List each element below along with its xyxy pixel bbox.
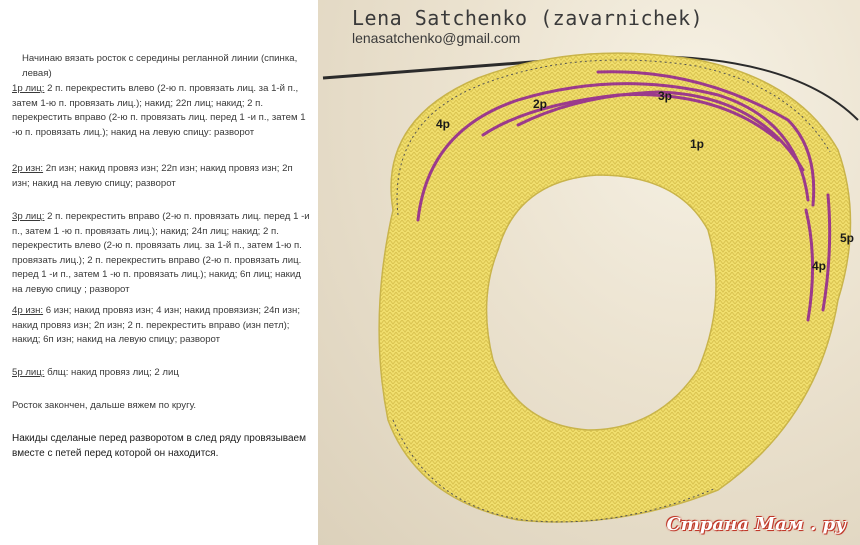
row-1-label: 1р лиц:: [12, 83, 45, 94]
row-5-instruction: [12, 366, 310, 381]
author-email: lenasatchenko@gmail.com: [352, 30, 521, 46]
instructions-panel: [0, 0, 318, 545]
row-label-3p: 3р: [658, 89, 673, 103]
author-name: Lena Satchenko (zavarnichek): [352, 6, 704, 30]
row-label-2p: 2р: [533, 97, 548, 111]
row-4-text: 6 изн; накид провяз изн; 4 изн; накид провязизн; 24п изн; накид провяз изн; 2п изн; 2 п. перекрестить вправо (изн петл); накид; 6п изн; накид на левую спицу; разворот: [12, 305, 300, 346]
row-label-4p-right: 4р: [812, 259, 827, 273]
instructions-heading: Начинаю вязать росток с середины регланной линии (спинка, левая): [22, 53, 298, 79]
note-text: Накиды сделаные перед разворотом в след ряду провязываем вместе с петей перед которой он находится.: [12, 433, 306, 459]
row-label-4p: 4р: [436, 117, 451, 131]
row-2-instruction: [12, 162, 310, 191]
row-2-label: 2р изн:: [12, 163, 44, 174]
row-1-instruction: [12, 82, 310, 140]
site-watermark: Страна Мам . ру: [666, 514, 846, 535]
knitting-illustration: [318, 0, 860, 545]
row-3-label: 3р лиц:: [12, 211, 45, 222]
knitting-photo: [318, 0, 860, 545]
row-3-instruction: [12, 210, 310, 298]
row-3-text: 2 п. перекрестить вправо (2-ю п. провязать лиц. перед 1 -и п., затем 1 -ю п. провязать лиц.); накид; 24п лиц; накид; 2 п. перекрестить влево (2-ю п. провязать лиц. за 1-й п., затем 1-ю п. провязать лиц.); 2 п. перекрестить вправо (2-ю п. провязать лиц. перед 1 -и п., затем 1 -ю п. провязать лиц.); накид; 6п лиц; накид на левую спицу ; разворот: [12, 211, 310, 295]
row-4-instruction: [12, 304, 310, 348]
row-4-label: 4р изн:: [12, 305, 44, 316]
row-5-text: блщ: накид провяз лиц; 2 лиц: [44, 367, 179, 378]
row-1-text: 2 п. перекрестить влево (2-ю п. провязать лиц. за 1-й п., затем 1-ю п. провязать лиц.); накид; 22п лиц; накид; 2 п. перекрестить вправо (2-ю п. провязать лиц. перед 1 -и п., затем 1 -ю п. провязать лиц.); накид на левую спицу: разворот: [12, 83, 306, 138]
row-5-label: 5р лиц:: [12, 367, 45, 378]
row-label-5p: 5р: [840, 231, 855, 245]
row-2-text: 2п изн; накид провяз изн; 22п изн; накид провяз изн; 2п изн; накид на левую спицу; разворот: [12, 163, 293, 189]
finish-text: Росток закончен, дальше вяжем по кругу.: [12, 400, 197, 411]
row-label-1p: 1р: [690, 137, 705, 151]
